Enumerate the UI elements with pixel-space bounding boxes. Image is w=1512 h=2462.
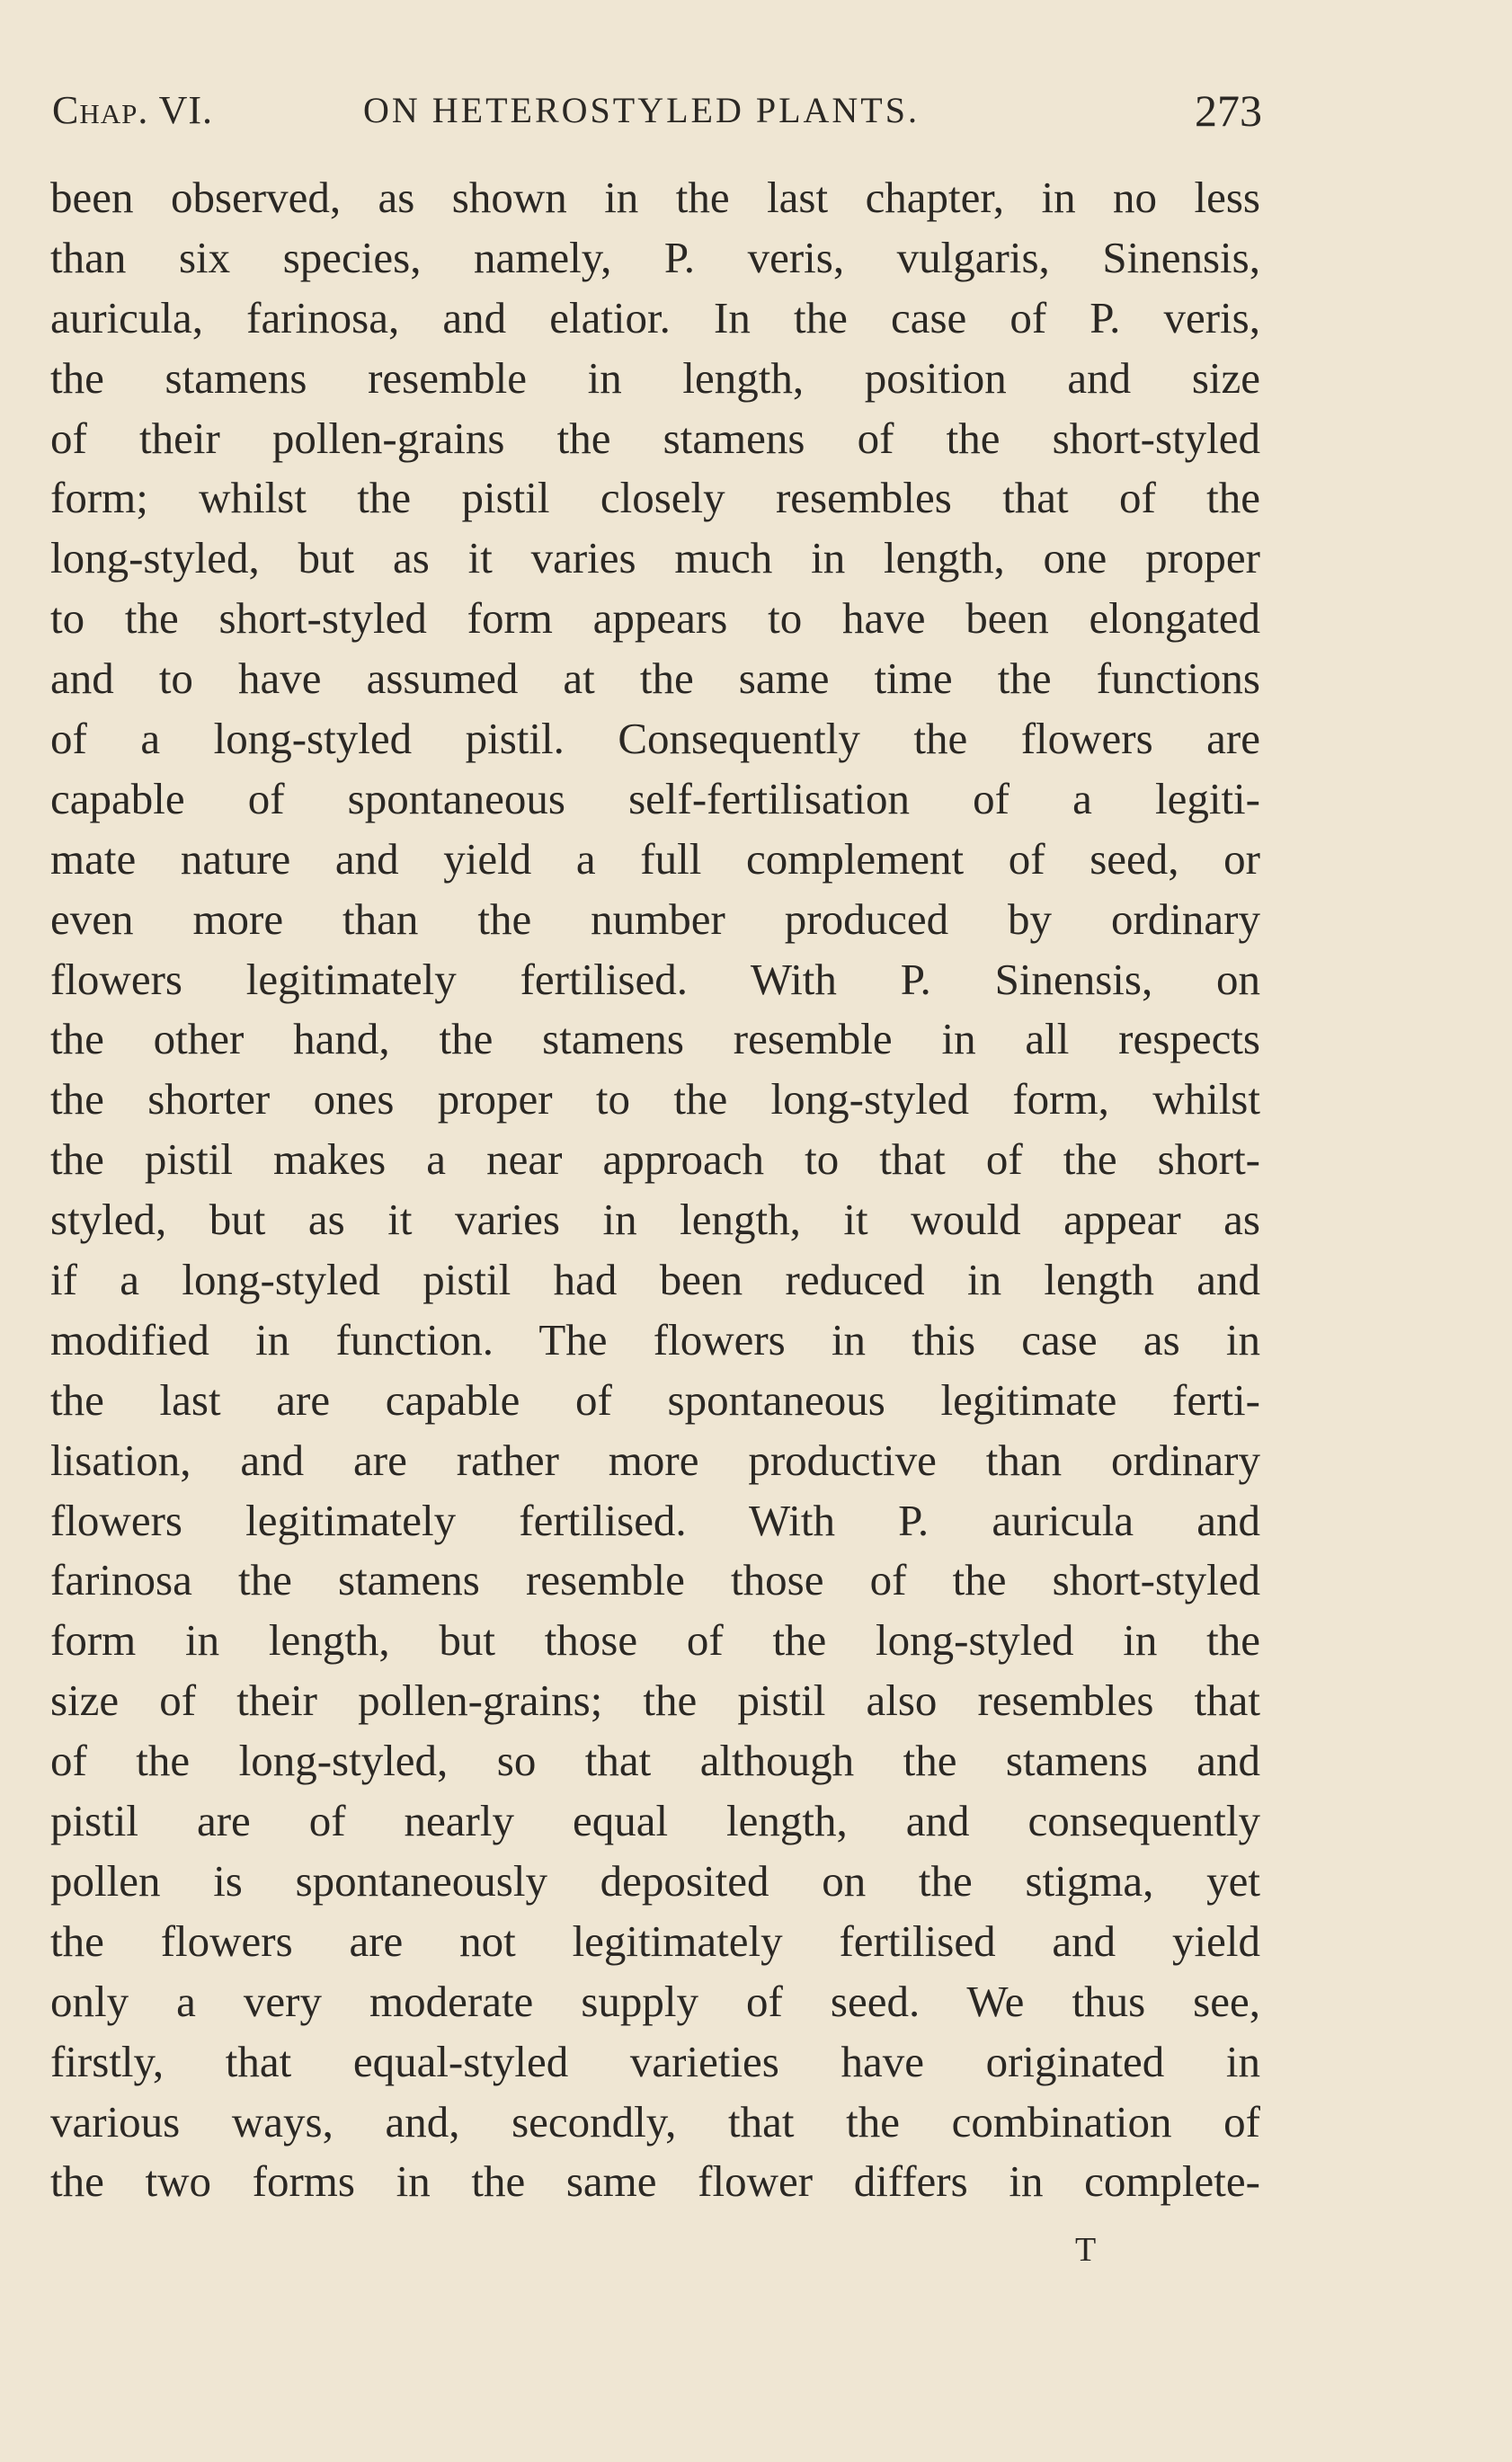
text-line: long-styled, but as it varies much in length, one proper xyxy=(50,533,1260,583)
text-line: pollen is spontaneously deposited on the stigma, yet xyxy=(50,1855,1260,1906)
body-text xyxy=(50,168,1260,2212)
text-line: various ways, and, secondly, that the combination of xyxy=(50,2096,1260,2146)
text-line: the last are capable of spontaneous legitimate ferti- xyxy=(50,1374,1260,1425)
text-line: only a very moderate supply of seed. We thus see, xyxy=(50,1976,1260,2026)
text-line: farinosa the stamens resemble those of the short-styled xyxy=(50,1555,1260,1605)
chapter-label: Chap. VI. xyxy=(52,88,213,132)
text-line: the stamens resemble in length, position and size xyxy=(50,352,1260,403)
text-line: firstly, that equal-styled varieties have originated in xyxy=(50,2036,1260,2086)
text-line: modified in function. The flowers in this case as in xyxy=(50,1314,1260,1364)
text-line: flowers legitimately fertilised. With P. Sinensis, on xyxy=(50,954,1260,1004)
text-line: lisation, and are rather more productive than ordinary xyxy=(50,1435,1260,1485)
text-line: form; whilst the pistil closely resembles that of the xyxy=(50,473,1260,523)
text-line: styled, but as it varies in length, it would appear as xyxy=(50,1195,1260,1245)
text-line: auricula, farinosa, and elatior. In the case of P. veris, xyxy=(50,292,1260,342)
text-line: the pistil makes a near approach to that of the short- xyxy=(50,1134,1260,1185)
running-title: ON HETEROSTYLED PLANTS. xyxy=(363,90,920,130)
text-line: form in length, but those of the long-styled in the xyxy=(50,1615,1260,1666)
page-number: 273 xyxy=(1195,85,1262,136)
text-line: of their pollen-grains the stamens of the short-styled xyxy=(50,413,1260,463)
signature-mark: T xyxy=(1075,2231,1097,2269)
text-line: mate nature and yield a full complement of seed, or xyxy=(50,833,1260,884)
text-line: even more than the number produced by ordinary xyxy=(50,893,1260,944)
text-line: the flowers are not legitimately fertilised and yield xyxy=(50,1915,1260,1966)
text-line: been observed, as shown in the last chapter, in no less xyxy=(50,173,1260,222)
text-line: flowers legitimately fertilised. With P. auricula and xyxy=(50,1495,1260,1545)
text-line: of a long-styled pistil. Consequently the flowers are xyxy=(50,714,1260,764)
text-line: pistil are of nearly equal length, and consequently xyxy=(50,1796,1260,1846)
text-line: if a long-styled pistil had been reduced in length and xyxy=(50,1255,1260,1305)
text-line: the two forms in the same flower differs in complete- xyxy=(50,2156,1260,2207)
text-line: capable of spontaneous self-fertilisation of a legiti- xyxy=(50,773,1260,823)
text-line: size of their pollen-grains; the pistil also resembles that xyxy=(50,1675,1260,1726)
text-line: the shorter ones proper to the long-styled form, whilst xyxy=(50,1074,1260,1124)
running-header xyxy=(52,79,1262,142)
text-line: of the long-styled, so that although the stamens and xyxy=(50,1736,1260,1786)
text-line: the other hand, the stamens resemble in all respects xyxy=(50,1014,1260,1064)
text-line: to the short-styled form appears to have been elongated xyxy=(50,593,1260,644)
text-line: than six species, namely, P. veris, vulgaris, Sinensis, xyxy=(50,232,1260,282)
text-line: and to have assumed at the same time the functions xyxy=(50,653,1260,704)
